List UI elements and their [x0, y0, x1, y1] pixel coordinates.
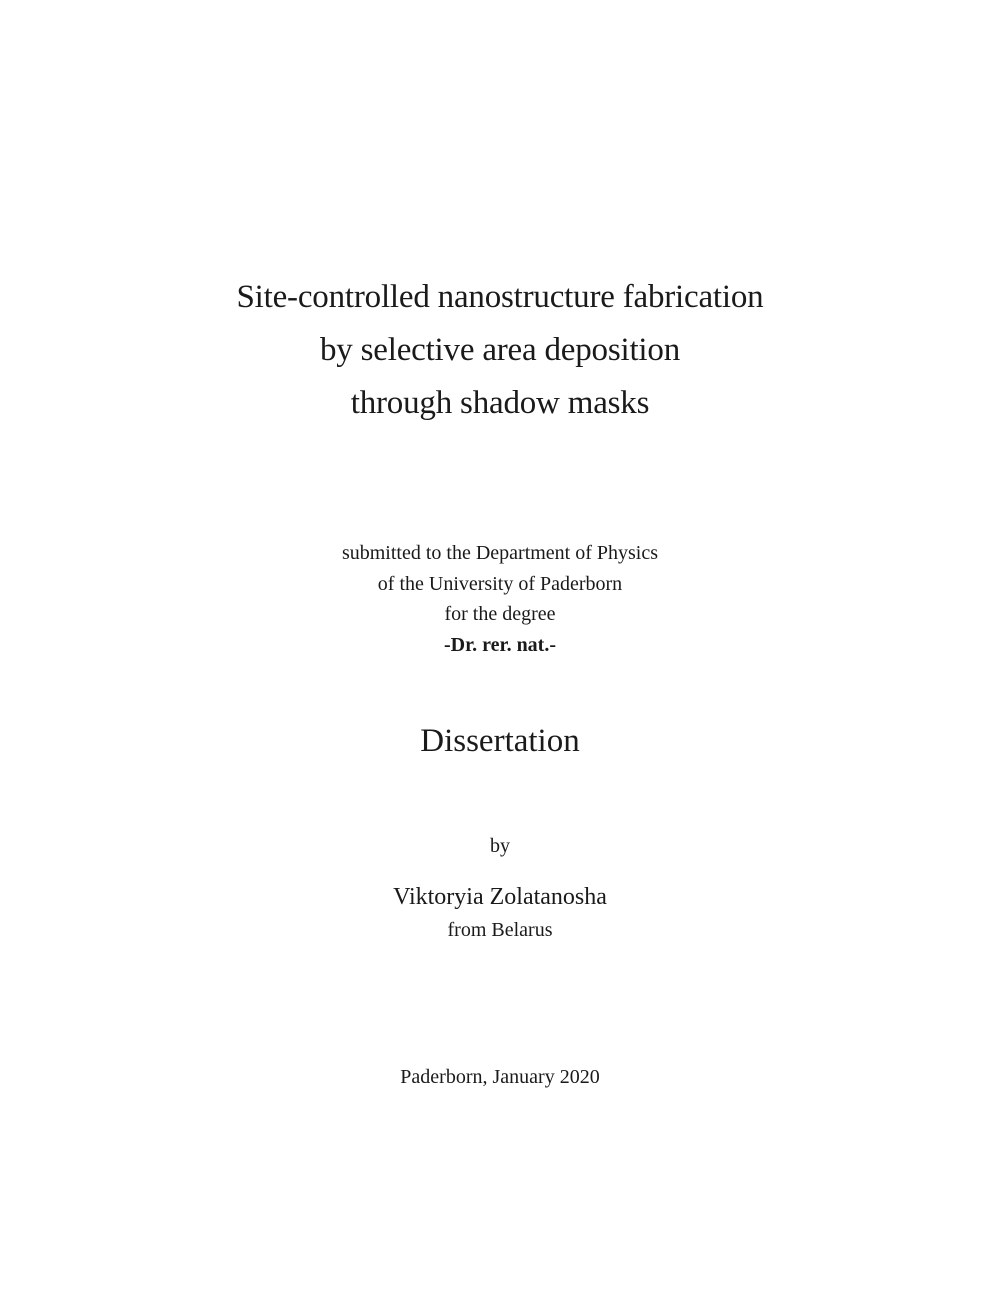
submission-line-1: submitted to the Department of Physics	[341, 542, 659, 564]
author-name: Viktoryia Zolatanosha	[393, 884, 607, 910]
degree: -Dr. rer. nat.-	[443, 634, 557, 656]
by-label: by	[490, 835, 510, 857]
place-date: Paderborn, January 2020	[400, 1066, 600, 1088]
title-line-3: through shadow masks	[350, 385, 650, 421]
author-origin: from Belarus	[447, 919, 553, 941]
submission-line-3: for the degree	[444, 603, 556, 625]
title-line-2: by selective area deposition	[319, 332, 680, 368]
document-type: Dissertation	[420, 723, 580, 759]
title-line-1: Site-controlled nanostructure fabrication	[236, 279, 764, 315]
submission-line-2: of the University of Paderborn	[377, 573, 623, 595]
